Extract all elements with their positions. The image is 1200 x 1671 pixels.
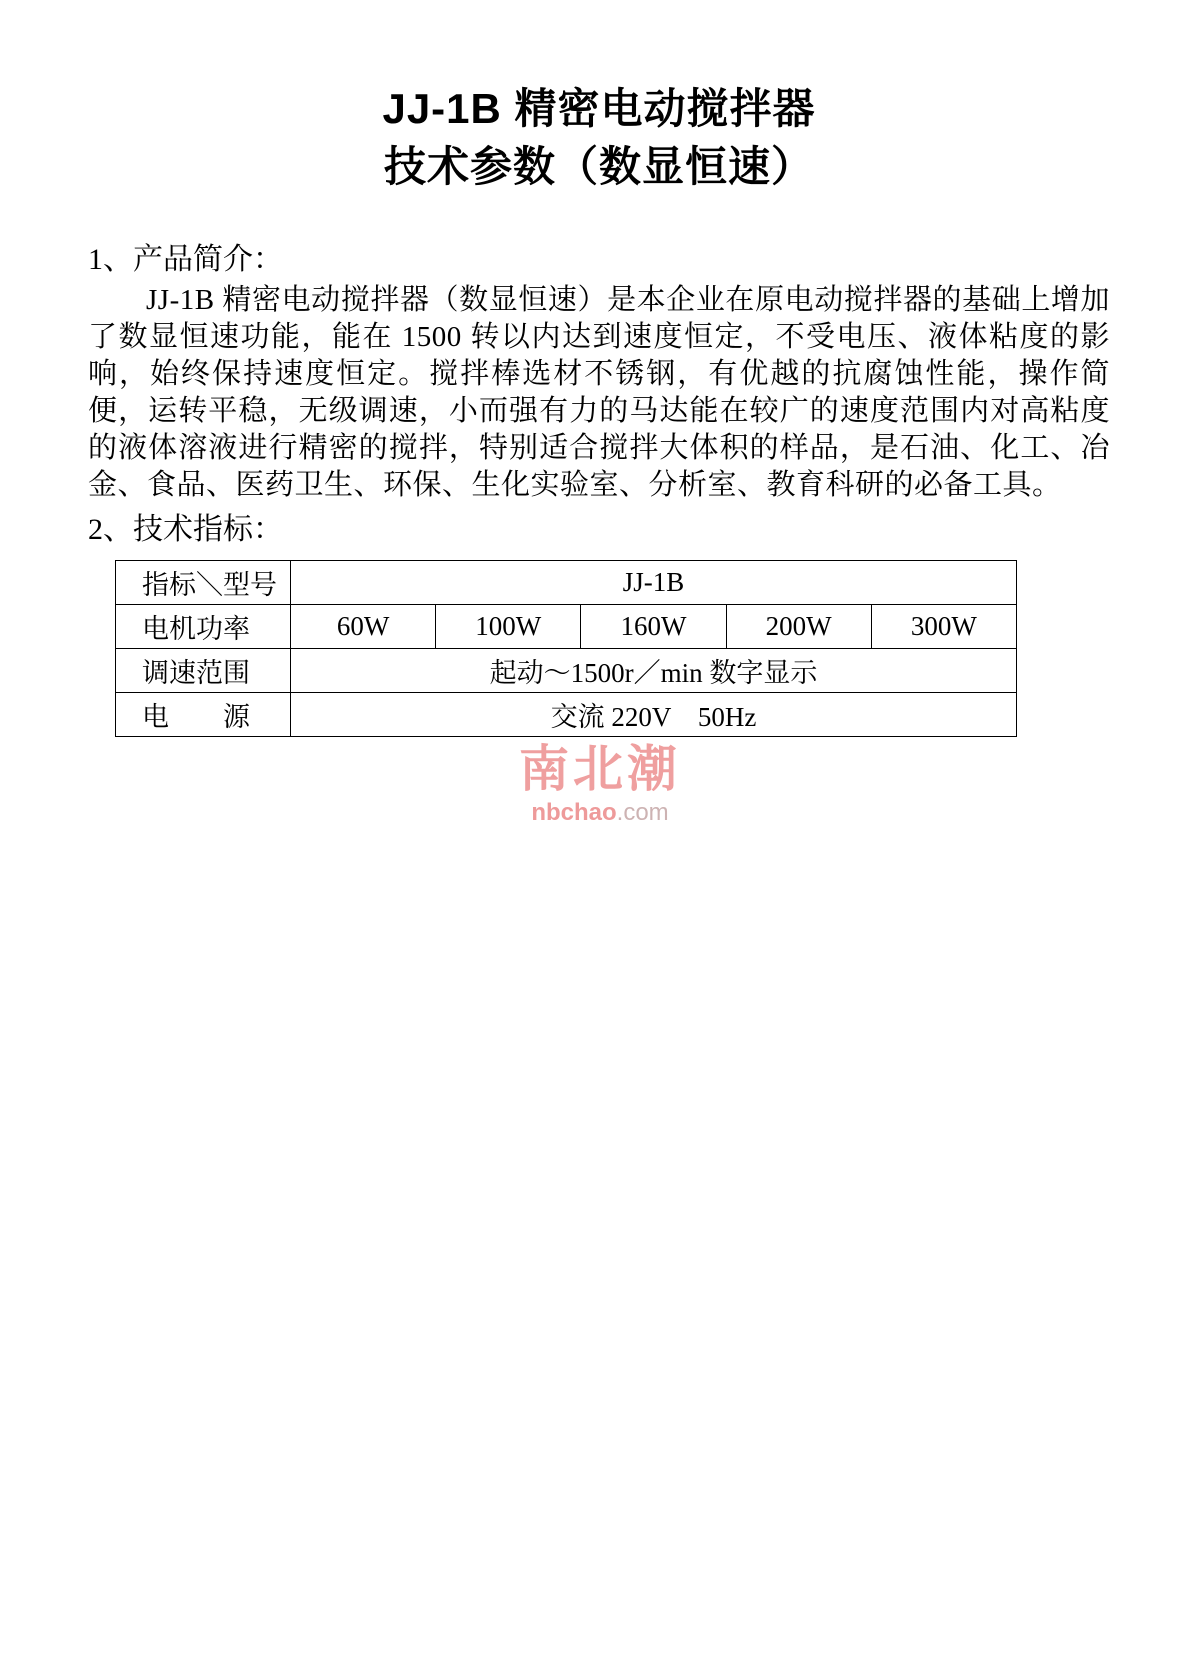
title-line-1: JJ-1B 精密电动搅拌器 bbox=[382, 85, 816, 132]
watermark-logo bbox=[0, 742, 1200, 828]
row-value-supply: 交流 220V 50Hz bbox=[291, 693, 1017, 737]
title-line-2: 技术参数（数显恒速） bbox=[383, 143, 814, 190]
table-row-supply bbox=[116, 693, 1017, 737]
section-heading-intro: 1、产品简介： bbox=[88, 243, 283, 276]
row-label-supply: 电 源 bbox=[116, 693, 291, 737]
table-row-model bbox=[116, 561, 1017, 605]
document-title bbox=[88, 80, 1110, 196]
watermark-site-name: nbchao bbox=[531, 799, 617, 826]
intro-paragraph: JJ-1B 精密电动搅拌器（数显恒速）是本企业在原电动搅拌器的基础上增加了数显恒速功能，能在 1500 转以内达到速度恒定，不受电压、液体粘度的影响，始终保持速度恒定。搅拌棒选材不锈钢，有优越的抗腐蚀性能，操作简便，运转平稳，无级调速，小而强有力的马达能在较广的速度范围内对高粘度的液体溶液进行精密的搅拌，特别适合搅拌大体积的样品，是石油、化工、冶金、食品、医药卫生、环保、生化实验室、分析室、教育科研的必备工具。 bbox=[88, 284, 1110, 501]
table-row-speed bbox=[116, 649, 1017, 693]
row-label-model: 指标＼型号 bbox=[116, 561, 291, 605]
section-heading-specs: 2、技术指标： bbox=[88, 513, 283, 546]
row-label-speed: 调速范围 bbox=[116, 649, 291, 693]
watermark-site-tld: .com bbox=[616, 799, 669, 826]
row-value-speed: 起动～1500r／min 数字显示 bbox=[291, 649, 1017, 693]
power-value-5: 300W bbox=[871, 605, 1016, 649]
power-value-2: 100W bbox=[436, 605, 581, 649]
watermark-chinese-text: 南北潮 bbox=[519, 741, 681, 797]
spec-table bbox=[115, 560, 1017, 737]
watermark-site-url bbox=[0, 798, 1200, 828]
power-value-1: 60W bbox=[291, 605, 436, 649]
power-value-4: 200W bbox=[726, 605, 871, 649]
row-value-model: JJ-1B bbox=[291, 561, 1017, 605]
table-row-power bbox=[116, 605, 1017, 649]
row-label-power: 电机功率 bbox=[116, 605, 291, 649]
power-value-3: 160W bbox=[581, 605, 726, 649]
